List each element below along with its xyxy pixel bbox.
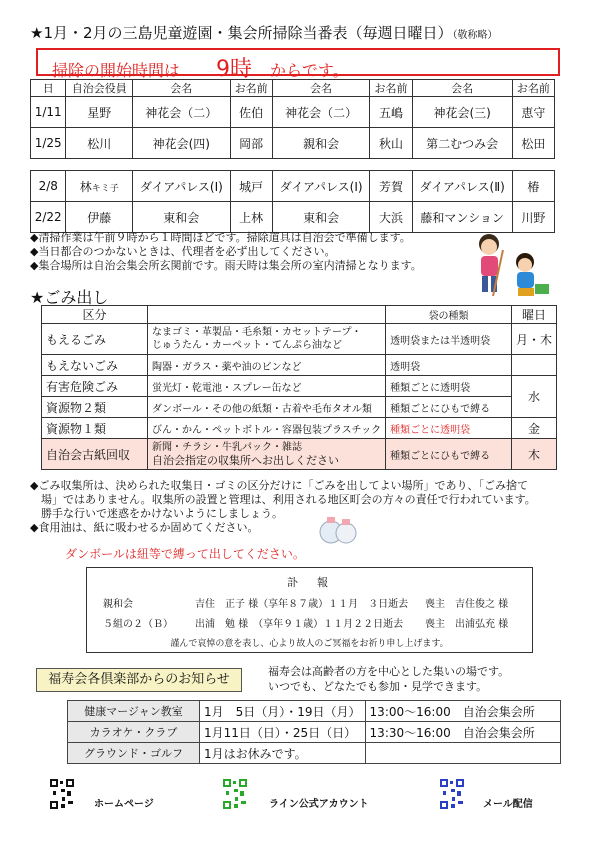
table-row: 1/11 星野 神花会（二） 佐伯 神花会（二） 五嶋 神花会(三) 恵守 <box>31 97 555 128</box>
children-sweeping-illustration <box>463 228 553 302</box>
homepage-qr-icon[interactable] <box>50 779 74 809</box>
table-row: もえないごみ 陶器・ガラス・薬や油のビンなど 透明袋 <box>42 355 557 376</box>
garbage-bag-illustration <box>318 505 358 545</box>
garbage-notes: ◆ごみ収集所は、決められた収集日・ゴミの区分だけに「ごみを出してよい場所」であり、「ごみ捨て 場」ではありません。収集所の設置と管理は、利用される地区町会の方々の責任で行われています。 勝手な行いで迷惑をかけないようにしましょう。 ◆食用油は、紙に吸わせるか固めてください。 <box>30 479 536 534</box>
garbage-title: ★ごみ出し <box>30 288 109 307</box>
cardboard-note: ダンボールは紐等で縛って出してください。 <box>65 547 305 561</box>
cleaning-duty-table <box>30 79 555 233</box>
table-row: 1/25 松川 神花会(四) 岡部 親和会 秋山 第二むつみ会 松田 <box>31 128 555 159</box>
table-row: もえるごみ なまゴミ・革製品・毛糸類・カセットテープ・ じゅうたん・カーペット・てんぷら油など 透明袋または半透明袋 月・木 <box>42 324 557 355</box>
table-header-row: 日 自治会役員 会名 お名前 会名 お名前 会名 お名前 <box>31 80 555 97</box>
club-schedule-table <box>67 700 561 764</box>
table-row: 有害危険ごみ 蛍光灯・乾電池・スプレー缶など 種類ごとに透明袋 水 <box>42 376 557 397</box>
table-row: 資源物１類 びん・かん・ペットボトル・容器包装プラスチック 種類ごとに透明袋 金 <box>42 418 557 439</box>
garbage-table <box>41 305 557 470</box>
obituary-title: 訃 報 <box>287 576 332 589</box>
club-intro: 福寿会は高齢者の方を中心とした集いの場です。 いつでも、どなたでも参加・見学できます。 <box>268 665 510 693</box>
mail-delivery-label[interactable]: メール配信 <box>483 799 533 810</box>
table-header-row: 区分 袋の種類 曜日 <box>42 306 557 324</box>
cleaning-notes: ◆清掃作業は午前９時から１時間ほどです。掃除道具は自治会で準備します。 ◆当日都合のつかないときは、代理者を必ず出してください。 ◆集合場所は自治会集会所玄関前です。雨天時は集会所の室内清掃となります。 <box>30 231 422 272</box>
club-heading: 福寿会各倶楽部からのお知らせ <box>36 668 242 692</box>
table-row: 自治会古紙回収 新聞・チラシ・牛乳パック・雑誌 自治会指定の収集所へお出しください 種類ごとにひもで縛る 木 <box>42 439 557 470</box>
line-qr-icon[interactable] <box>223 779 247 809</box>
start-time-value: 9時 <box>216 57 253 82</box>
mail-qr-icon[interactable] <box>440 779 464 809</box>
table-row: グラウンド・ゴルフ 1月はお休みです。 <box>68 743 561 764</box>
homepage-label[interactable]: ホームページ <box>94 799 154 810</box>
line-account-label[interactable]: ライン公式アカウント <box>269 799 369 810</box>
table-row: 2/8 林キミ子 ダイアパレス(Ⅰ) 城戸 ダイアパレス(Ⅰ) 芳賀 ダイアパレス(Ⅱ) 椿 <box>31 171 555 202</box>
table-row: カラオケ・クラブ 1月11日（日）・25日（日） 13:30～16:00 自治会集会所 <box>68 722 561 743</box>
table-row: 健康マージャン教室 1月 5日（月）・19日（月） 13:00～16:00 自治会集会所 <box>68 701 561 722</box>
obituary-box: 訃 報 親和会 吉住 正子 様（享年８７歳）１１月 ３日逝去 喪主 吉住俊之 様 ５組の２（Ｂ） 出浦 勉 様 （享年９１歳）１１月２２日逝去 喪主 出浦弘充 様 謹んで哀悼の意を表し、心より故人のご冥福をお祈り申し上げます。 <box>86 567 533 653</box>
table-row: 資源物２類 ダンボール・その他の紙類・古着や毛布タオル類 種類ごとにひもで縛る <box>42 397 557 418</box>
cleaning-schedule-title: ★1月・2月の三島児童遊園・集会所掃除当番表（毎週日曜日）（敬称略） <box>30 24 498 42</box>
table-row: 2/22 伊藤 東和会 上林 東和会 大浜 藤和マンション 川野 <box>31 202 555 233</box>
start-time-banner: 掃除の開始時間は 9時 からです。 <box>36 48 560 76</box>
